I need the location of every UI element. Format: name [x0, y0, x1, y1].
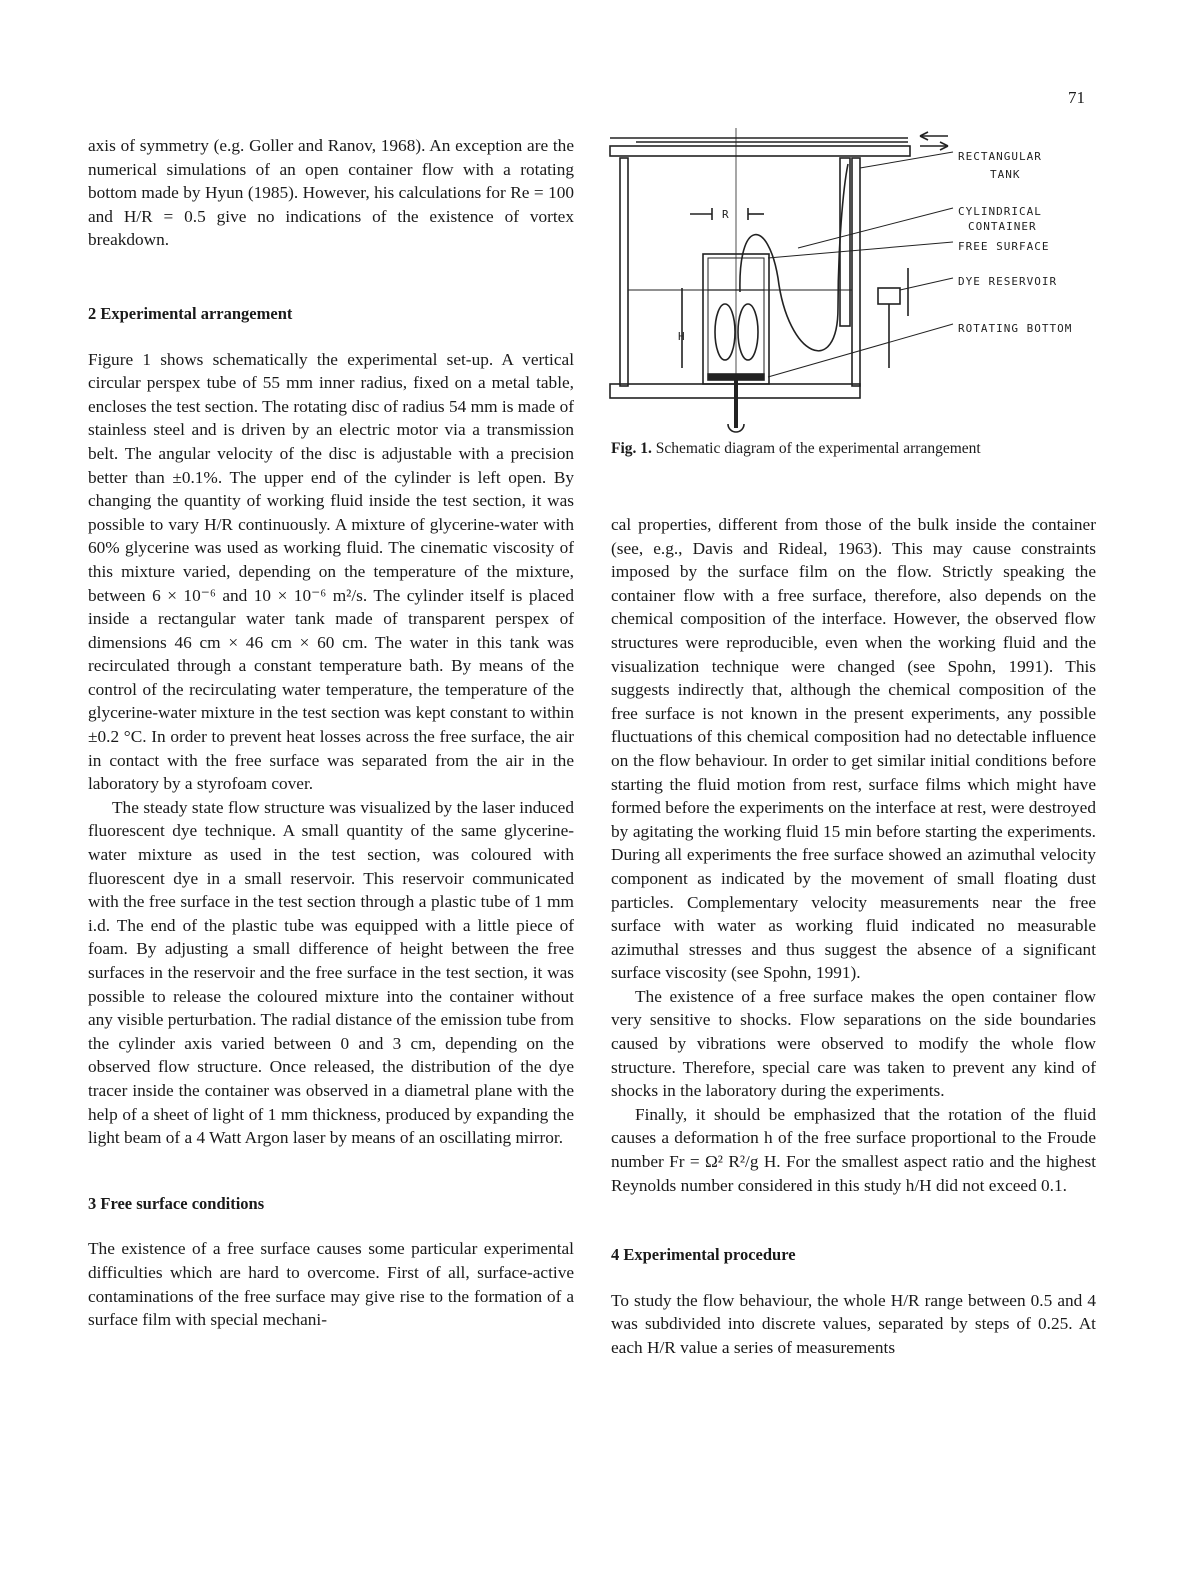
section-2-paragraph-1: Figure 1 shows schematically the experimental set-up. A vertical circular perspex tube of 55 mm inner radius, fixed on a metal table, encloses the test section. The rotating disc of radius 54 mm is made of stainless steel and is driven by an electric motor via a transmission belt. The angular velocity of the disc is adjustable with a precision better than ±0.1%. The upper end of the cylinder is left open. By changing the quantity of working fluid inside the test section, it was possible to vary H/R continuously. A mixture of glycerine-water with 60% glycerine was used as working fluid. The cinematic viscosity of this mixture varied, depending on the temperature of the mixture, between 6 × 10⁻⁶ and 10 × 10⁻⁶ m²/s. The cylinder itself is placed inside a rectangular water tank made of transparent perspex of dimensions 46 cm × 46 cm × 60 cm. The water in this tank was recirculated through a constant temperature bath. By means of the control of the recirculating water temperature, the temperature of the glycerine-water mixture in the test section was kept constant to within ±0.2 °C. In order to prevent heat losses across the free surface, the air in contact with the free surface was separated from the air in the laboratory by a styrofoam cover. [88, 349, 574, 794]
label-rotating-bottom: ROTATING BOTTOM [958, 322, 1073, 335]
section-4-heading: 4 Experimental procedure [611, 1245, 796, 1265]
page-number: 71 [1068, 88, 1085, 107]
section-4-paragraph-1: To study the flow behaviour, the whole H/R range between 0.5 and 4 was subdivided into discrete values, separated by steps of 0.25. At each H/R value a series of measurements [611, 1290, 1096, 1357]
section-3-heading: 3 Free surface conditions [88, 1193, 265, 1213]
figure-caption-label: Fig. 1. [611, 440, 652, 457]
label-cylindrical: CYLINDRICAL [958, 205, 1042, 218]
label-rectangular: RECTANGULAR [958, 150, 1042, 163]
label-dye-reservoir: DYE RESERVOIR [958, 275, 1058, 288]
section-3-paragraph-1: The existence of a free surface causes some particular experimental difficulties which are hard to overcome. First of all, surface-active contaminations of the free surface may give rise to the formation of a surface film with special mechani- [88, 1239, 574, 1330]
label-free-surface: FREE SURFACE [958, 240, 1050, 253]
right-column [611, 513, 1096, 1360]
experimental-setup-diagram [608, 128, 1098, 446]
figure-caption-text: Schematic diagram of the experimental arrangement [655, 440, 981, 457]
label-tank: TANK [990, 168, 1021, 181]
right-paragraph-1: cal properties, different from those of the bulk inside the container (see, e.g., Davis and Rideal, 1963). This may cause constraints imposed by the surface film on the flow. Strictly speaking the container flow with a free surface, therefore, also depends on the chemical composition of the interface. However, the observed flow structures were reproducible, even when the working fluid and the visualization technique were changed (see Spohn, 1991). This suggests indirectly that, although the chemical composition of the free surface is not known in the present experiments, any possible fluctuations of this chemical composition had no detectable influence on the flow behaviour. In order to get similar initial conditions before starting the fluid motion from rest, surface films which might have formed before the experiments on the interface at rest, were destroyed by agitating the working fluid 15 min before starting the experiments. During all experiments the free surface showed an azimuthal velocity component as indicated by the movement of small floating dust particles. Complementary velocity measurements near the free surface with water as working fluid indicated no measurable azimuthal stresses and thus suggest the absence of a significant surface viscosity (see Spohn, 1991). [611, 515, 1096, 983]
right-paragraph-2: The existence of a free surface makes the open container flow very sensitive to shocks. Flow separations on the side boundaries caused by vibrations were observed to modify the whole flow structure. Therefore, special care was taken to prevent any kind of shocks in the laboratory during the experiments. [611, 986, 1096, 1101]
section-2-paragraph-2: The steady state flow structure was visualized by the laser induced fluorescent dye technique. A small quantity of the same glycerine-water mixture as used in the test section, was coloured with fluorescent dye in a small reservoir. This reservoir communicated with the free surface in the test section through a plastic tube of 1 mm i.d. The end of the plastic tube was equipped with a little piece of foam. By adjusting a small difference of height between the free surfaces in the reservoir and the free surface in the test section, it was possible to release the coloured mixture into the container without any visible perturbation. The radial distance of the emission tube from the cylinder axis varied between 0 and 3 cm, depending on the observed flow structure. Once released, the distribution of the dye tracer inside the container was observed in a diametral plane with the help of a sheet of light of 1 mm thickness, produced by expanding the light beam of a 4 Watt Argon laser by means of an oscillating mirror. [88, 797, 574, 1148]
left-column [88, 134, 574, 1332]
section-2-heading: 2 Experimental arrangement [88, 303, 293, 323]
intro-paragraph: axis of symmetry (e.g. Goller and Ranov, 1968). An exception are the numerical simulations of an open container flow with a rotating bottom made by Hyun (1985). However, his calculations for Re = 100 and H/R = 0.5 give no indications of the existence of vortex breakdown. [88, 136, 574, 250]
right-paragraph-3: Finally, it should be emphasized that the rotation of the fluid causes a deformation h of the free surface proportional to the Froude number Fr = Ω² R²/g H. For the smallest aspect ratio and the highest Reynolds number considered in this study h/H did not exceed 0.1. [611, 1104, 1096, 1195]
label-r: R [722, 208, 730, 221]
label-container: CONTAINER [968, 220, 1037, 233]
label-h: H [678, 330, 686, 343]
figure-caption [611, 440, 981, 458]
